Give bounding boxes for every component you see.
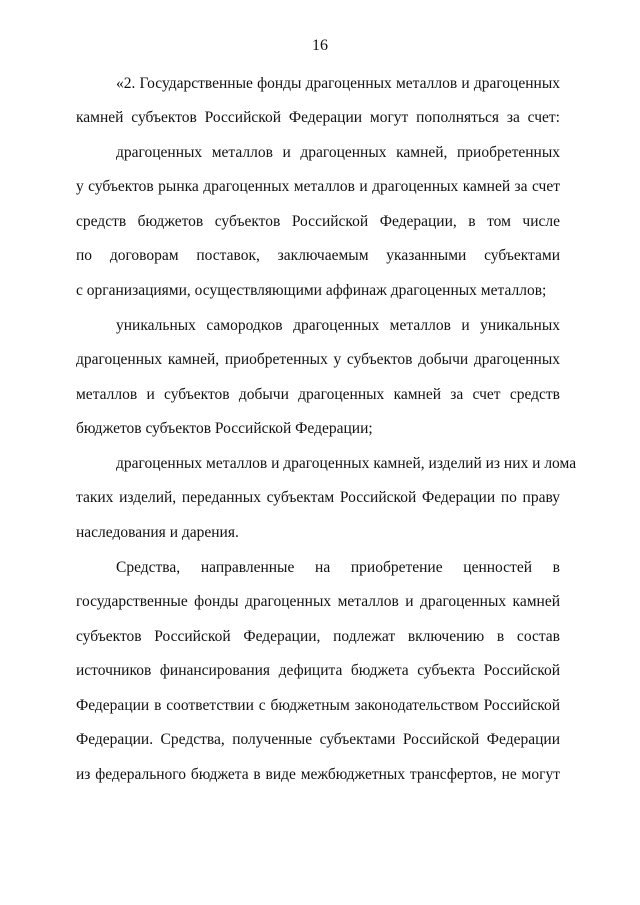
text-line: по договорам поставок, заключаемым указанными субъектами: [76, 247, 560, 264]
text-line: наследования и дарения.: [76, 524, 239, 541]
text-line: из федерального бюджета в виде межбюджетных трансфертов, не могут: [76, 766, 560, 783]
text-line: бюджетов субъектов Российской Федерации;: [76, 420, 373, 437]
text-line: уникальных самородков драгоценных металлов и уникальных: [116, 317, 560, 334]
text-line: Федерации. Средства, полученные субъектами Российской Федерации: [76, 731, 560, 748]
text-line: с организациями, осуществляющими аффинаж драгоценных металлов;: [76, 282, 547, 299]
text-line: металлов и субъектов добычи драгоценных камней за счет средств: [76, 386, 560, 403]
text-line: драгоценных металлов и драгоценных камней, изделий из них и лома: [116, 455, 577, 472]
text-line: драгоценных камней, приобретенных у субъектов добычи драгоценных: [76, 351, 560, 368]
page-number: 16: [312, 37, 328, 54]
text-line: камней субъектов Российской Федерации могут пополняться за счет:: [76, 109, 560, 126]
text-line: государственные фонды драгоценных металлов и драгоценных камней: [76, 593, 560, 610]
text-line: субъектов Российской Федерации, подлежат включению в состав: [76, 628, 560, 645]
text-line: источников финансирования дефицита бюджета субъекта Российской: [76, 662, 560, 679]
text-line: средств бюджетов субъектов Российской Федерации, в том числе: [76, 213, 560, 230]
text-line: драгоценных металлов и драгоценных камней, приобретенных: [116, 144, 560, 161]
text-line: Средства, направленные на приобретение ценностей в: [116, 559, 560, 576]
text-line: у субъектов рынка драгоценных металлов и драгоценных камней за счет: [76, 178, 560, 195]
text-line: «2. Государственные фонды драгоценных металлов и драгоценных: [116, 75, 560, 92]
text-line: таких изделий, переданных субъектам Российской Федерации по праву: [76, 489, 560, 506]
text-line: Федерации в соответствии с бюджетным законодательством Российской: [76, 697, 560, 714]
